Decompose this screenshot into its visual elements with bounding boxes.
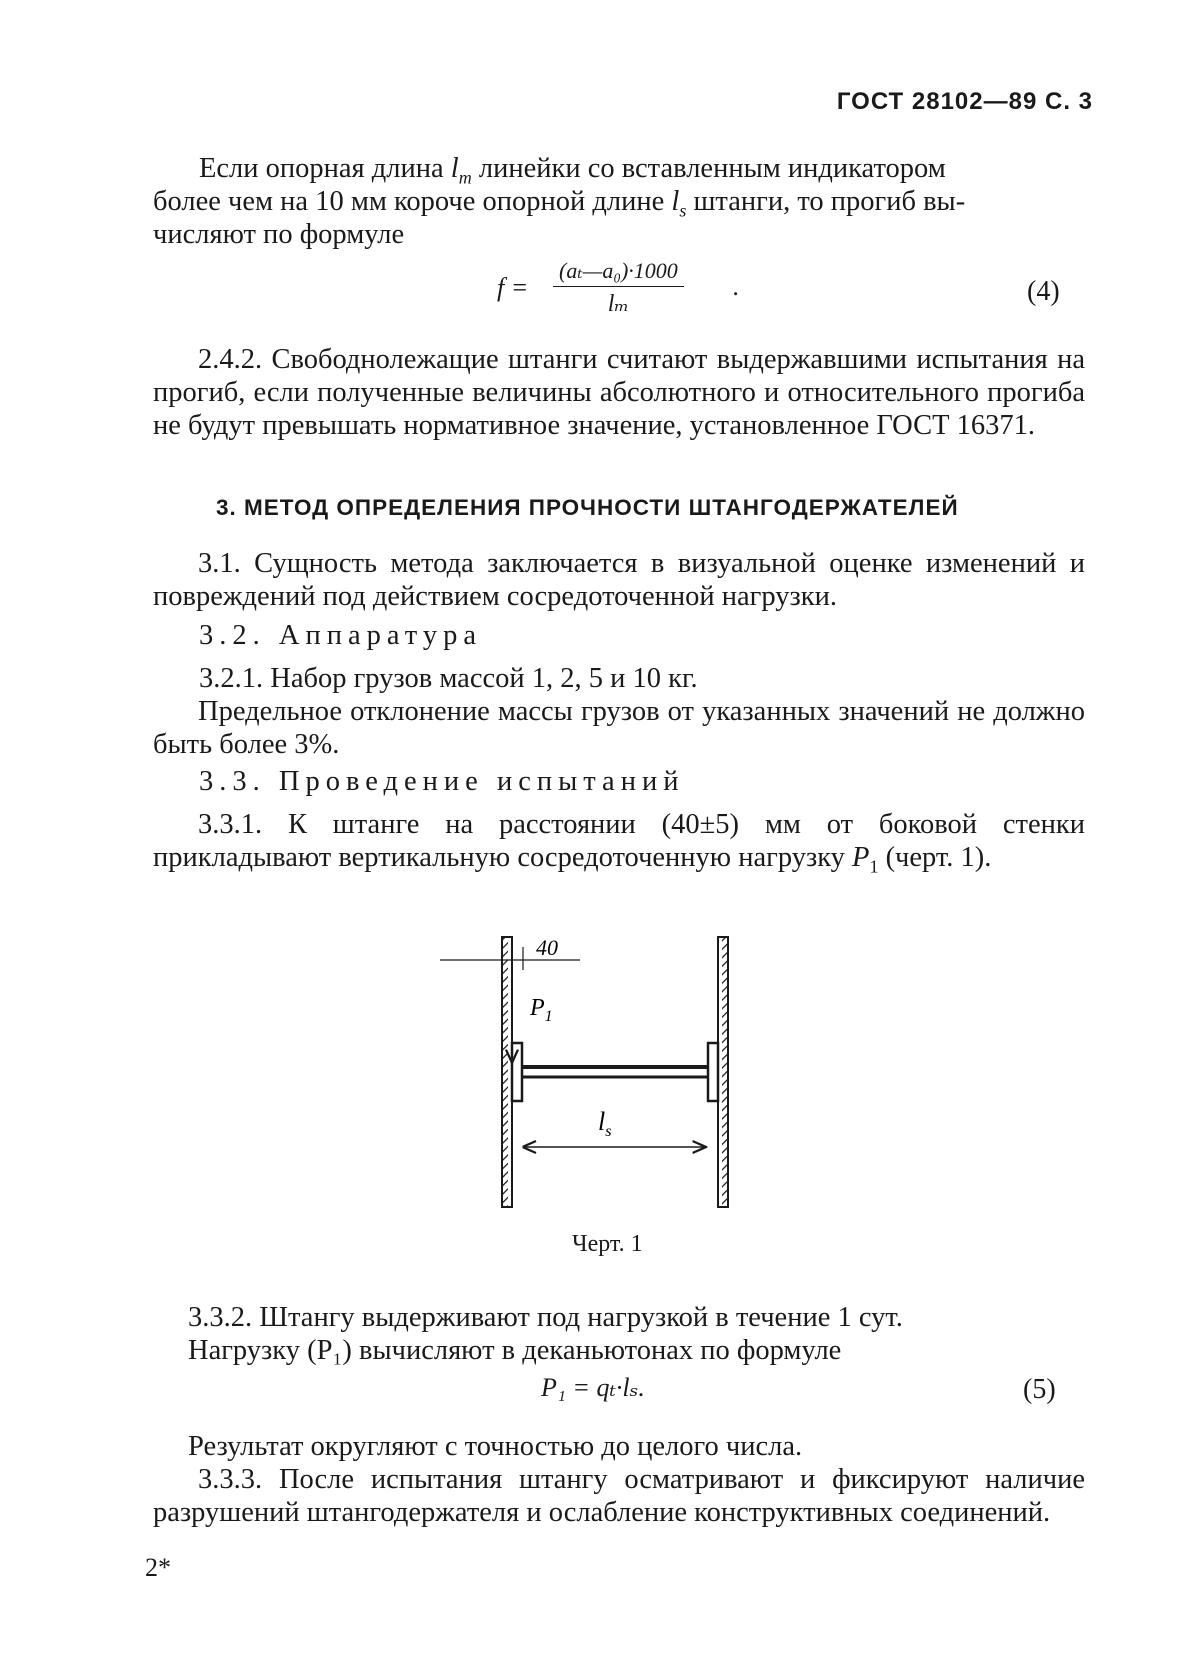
right-holder — [708, 1043, 718, 1101]
left-wall-hatch — [502, 937, 508, 1207]
formula-5-expression: P₁ = qₜ·lₛ. — [541, 1373, 645, 1402]
para-3-1: 3.1. Сущность метода заключается в визуальной оценке изменений и повреждений под действием сосредоточенной нагрузки. — [153, 548, 1085, 612]
formula-4-number: (4) — [1027, 276, 1060, 307]
page-footer-mark: 2* — [145, 1553, 171, 1582]
para-1-text-c: более чем на 10 мм короче опорной длине — [153, 186, 672, 217]
length-label — [598, 1107, 611, 1140]
formula-4-lhs: f = — [497, 273, 529, 302]
para-3-3-2-b: Нагрузку (P₁) вычисляют в деканьютонах по формуле — [188, 1335, 842, 1366]
figure-1-caption: Черт. 1 — [572, 1231, 643, 1257]
para-1-line-3: числяют по формуле — [153, 219, 405, 250]
right-wall-hatch — [722, 937, 728, 1207]
symbol-p: P — [852, 842, 870, 873]
force-label — [529, 995, 553, 1025]
figure-1-diagram — [440, 925, 760, 1235]
symbol-sub-1: 1 — [869, 856, 879, 877]
para-3-2-1: 3.2.1. Набор грузов массой 1, 2, 5 и 10 кг. — [199, 663, 698, 694]
force-label-p: P — [530, 995, 545, 1021]
section-3-3-title — [199, 765, 684, 798]
section-3-3-text: 3.3. Проведение испытаний — [199, 766, 685, 797]
section-3-2-title — [199, 619, 482, 652]
para-3-3-2-c: Результат округляют с точностью до целого числа. — [188, 1431, 803, 1462]
dimension-40-label: 40 — [536, 935, 558, 960]
length-label-l: l — [598, 1107, 606, 1136]
para-3-2-1-b: Предельное отклонение массы грузов от указанных значений не должно быть более 3%. — [153, 696, 1085, 760]
left-holder — [512, 1043, 522, 1101]
para-3-3-2-a: 3.3.2. Штангу выдерживают под нагрузкой в течение 1 сут. — [188, 1302, 903, 1333]
symbol-sub-m: m — [458, 167, 472, 188]
formula-4-numerator: (aₜ—a₀)·1000 — [553, 258, 684, 287]
para-3-3-1-text: 3.3.1. К штанге на расстоянии (40±5) мм от боковой стенки прикладывают вертикальную сосредоточенную нагрузку — [153, 809, 1085, 873]
para-3-3-1 — [153, 808, 1085, 884]
section-3-heading: 3. МЕТОД ОПРЕДЕЛЕНИЯ ПРОЧНОСТИ ШТАНГОДЕРЖАТЕЛЕЙ — [216, 495, 959, 520]
para-2-4-2: 2.4.2. Свободнолежащие штанги считают выдержавшими испытания на прогиб, если полученные величины абсолютного и относительного прогиба не будут превышать нормативное значение, установленное ГОСТ 16371. — [153, 344, 1085, 441]
para-3-3-1-text-end: (черт. 1). — [878, 842, 992, 873]
symbol-l: l — [450, 153, 459, 184]
length-label-sub: s — [605, 1123, 612, 1140]
para-1-text-d: штанги, то прогиб вы- — [686, 186, 966, 217]
page-header: ГОСТ 28102—89 С. 3 — [836, 88, 1093, 115]
force-label-sub: 1 — [544, 1008, 553, 1025]
para-1-text-b: линейки со вставленным индикатором — [471, 153, 946, 184]
formula-4-fraction — [553, 258, 684, 318]
formula-4-trail: . — [733, 272, 740, 301]
para-3-3-3: 3.3.3. После испытания штангу осматривают и фиксируют наличие разрушений штангодержателя и ослабление конструктивных соединений. — [153, 1464, 1085, 1528]
symbol-l-s: l — [671, 186, 680, 217]
symbol-sub-s: s — [679, 200, 687, 221]
section-3-2-text: 3.2. Аппаратура — [199, 620, 483, 651]
formula-4-denominator: lₘ — [607, 291, 630, 317]
para-1-text-a: Если опорная длина — [199, 153, 451, 184]
formula-5-number: (5) — [1023, 1374, 1056, 1405]
